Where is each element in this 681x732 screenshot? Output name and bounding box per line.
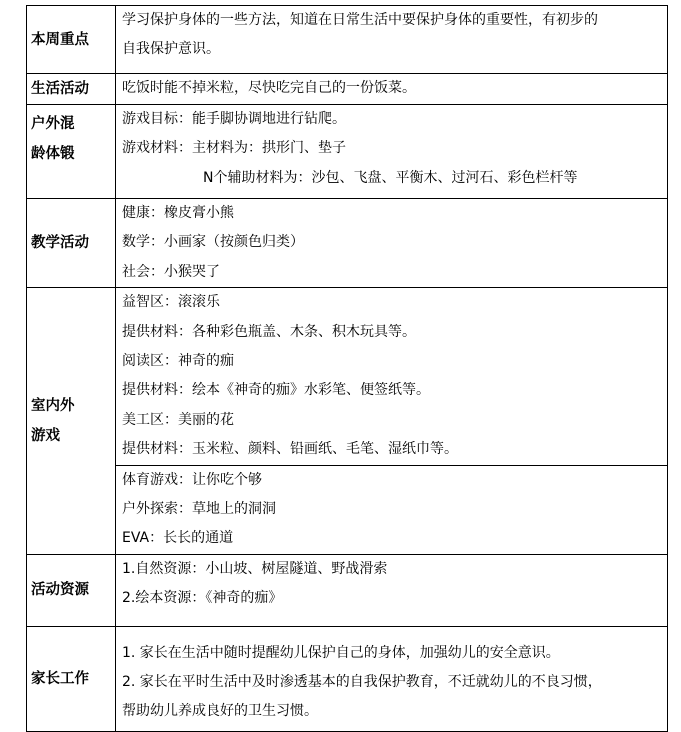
- text-line: 提供材料：各种彩色瓶盖、木条、积木玩具等。: [122, 323, 416, 340]
- label-indoor: [27, 288, 116, 555]
- text-line: EVA：长长的通道: [122, 530, 234, 547]
- text-line: 1. 家长在生活中随时提醒幼儿保护自己的身体，加强幼儿的安全意识。: [122, 644, 560, 661]
- text-line: 美工区：美丽的花: [122, 411, 234, 428]
- text-line: 游戏目标：能手脚协调地进行钻爬。: [122, 111, 346, 127]
- text-line: 游戏材料：主材料为：拱形门、垫子: [122, 140, 346, 157]
- label-life: 生活活动: [27, 74, 116, 105]
- text-line: 帮助幼儿养成良好的卫生习惯。: [122, 703, 318, 720]
- text-line: 吃饭时能不掉米粒，尽快吃完自己的一份饭菜。: [122, 80, 416, 97]
- text-line: 体育游戏：让你吃个够: [122, 471, 262, 488]
- content-teaching: [116, 199, 668, 288]
- label-focus: 本周重点: [27, 6, 116, 74]
- text-line: 学习保护身体的一些方法，知道在日常生活中要保护身体的重要性，有初步的: [122, 12, 598, 28]
- text-line: N个辅助材料为：沙包、飞盘、平衡木、过河石、彩色栏杆等: [203, 169, 578, 186]
- text-line: 2. 家长在平时生活中及时渗透基本的自我保护教育，不迁就幼儿的不良习惯，: [122, 673, 602, 690]
- content-outdoor-games: [116, 465, 668, 554]
- label-parents: 家长工作: [27, 626, 116, 731]
- text-line: 自我保护意识。: [122, 41, 220, 58]
- label-line: 游戏: [31, 427, 60, 444]
- label-line: 户外混: [31, 116, 75, 132]
- text-line: 2.绘本资源：《神奇的痂》: [122, 590, 283, 607]
- text-line: 户外探索：草地上的洞洞: [122, 500, 276, 517]
- text-line: 提供材料：玉米粒、颜料、铅画纸、毛笔、湿纸巾等。: [122, 441, 458, 458]
- weekly-plan-table: [26, 5, 668, 732]
- text-line: 1.自然资源：小山坡、树屋隧道、野战滑索: [122, 560, 388, 577]
- content-focus: [116, 6, 668, 74]
- content-resources: [116, 554, 668, 626]
- text-line: 阅读区：神奇的痂: [122, 352, 234, 369]
- row-resources: [27, 554, 668, 626]
- label-outdoor: [27, 105, 116, 199]
- text-line: 数学：小画家（按颜色归类）: [122, 234, 304, 251]
- row-indoor-areas: [27, 288, 668, 465]
- content-indoor-areas: [116, 288, 668, 465]
- label-resources: 活动资源: [27, 554, 116, 626]
- content-outdoor: [116, 105, 668, 199]
- content-parents: [116, 626, 668, 731]
- row-outdoor-games: [27, 465, 668, 554]
- label-teaching: 教学活动: [27, 199, 116, 288]
- content-life: [116, 74, 668, 105]
- row-outdoor: [27, 105, 668, 199]
- text-line: 益智区：滚滚乐: [122, 294, 220, 311]
- text-line: 提供材料：绘本《神奇的痂》水彩笔、便签纸等。: [122, 382, 430, 399]
- label-line: 龄体锻: [31, 146, 75, 162]
- row-parents: [27, 626, 668, 731]
- row-teaching: [27, 199, 668, 288]
- row-focus: [27, 6, 668, 74]
- text-line: 社会：小猴哭了: [122, 263, 220, 280]
- row-life: [27, 74, 668, 105]
- text-line: 健康：橡皮膏小熊: [122, 205, 234, 221]
- label-line: 室内外: [31, 397, 75, 414]
